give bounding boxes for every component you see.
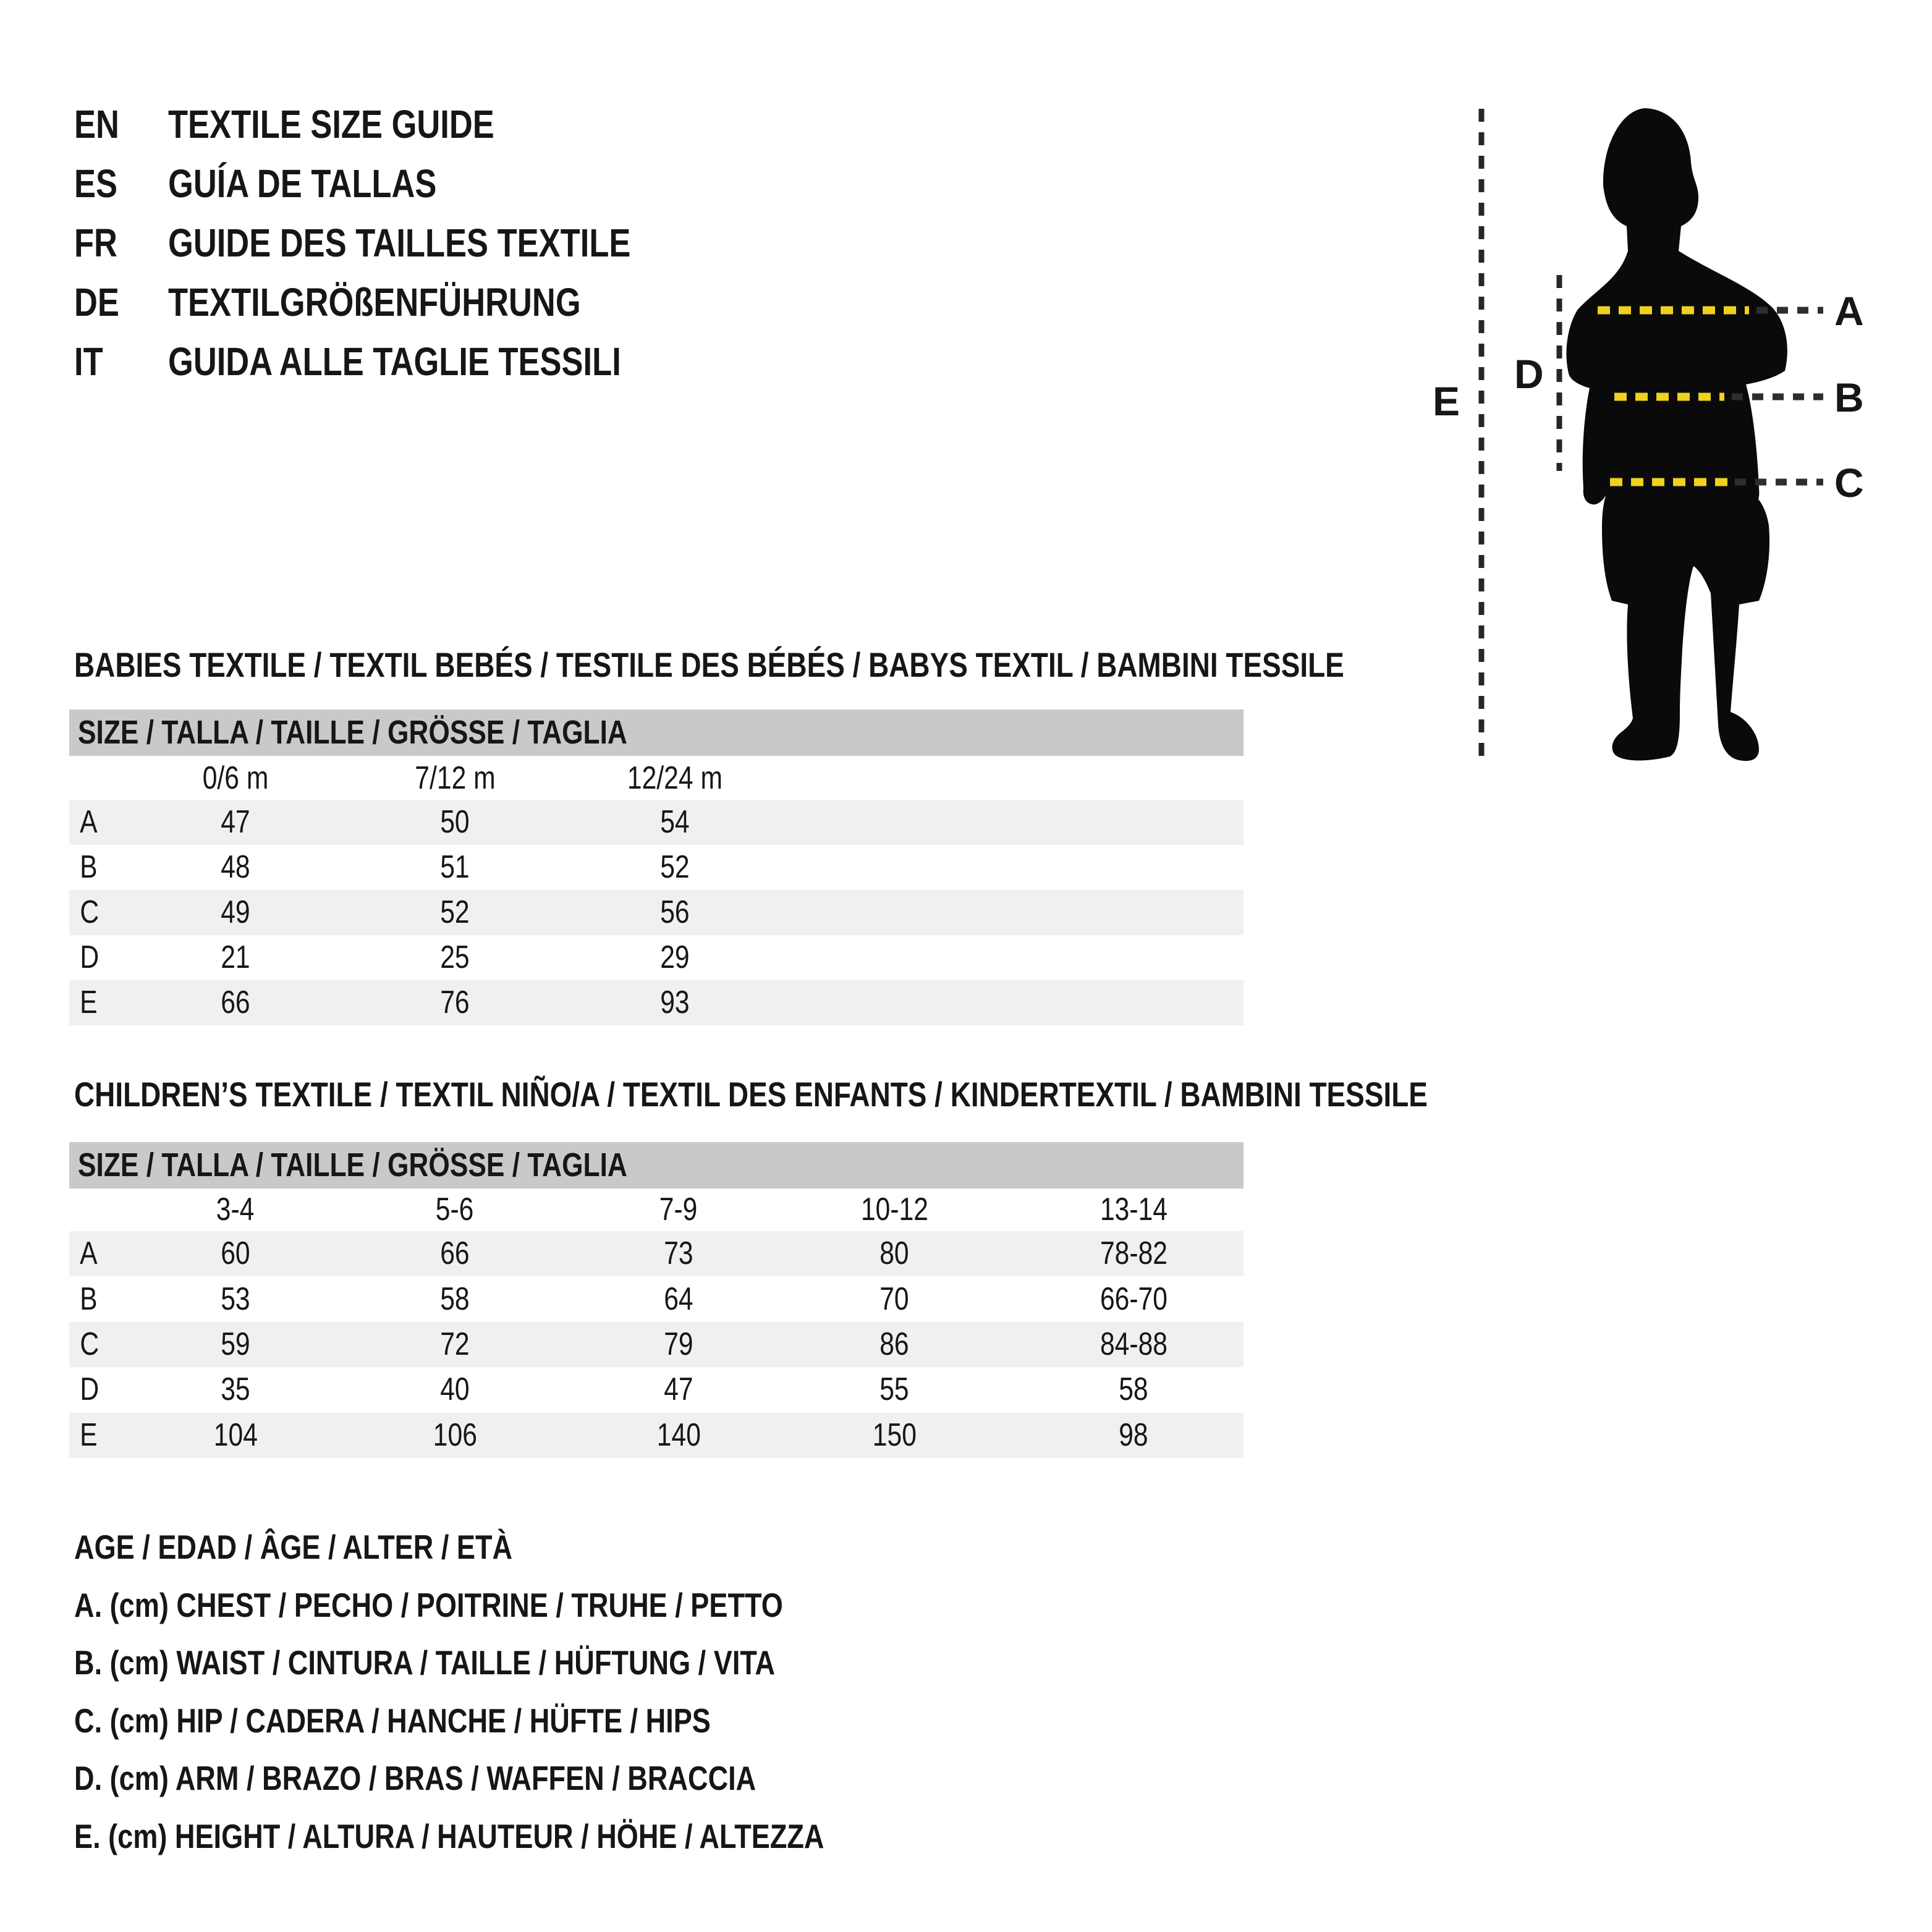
table-cell: 78-82 [1099,1235,1167,1271]
babies-title-text: BABIES TEXTILE / TEXTIL BEBÉS / TESTILE DES BÉBÉS / BABYS TEXTIL / BAMBINI TESSILE [74,645,1344,684]
table-row-c [69,890,1244,935]
language-title: TEXTILGRÖßENFÜHRUNG [168,280,581,324]
table-cell: 53 [221,1281,250,1317]
table-cell: 73 [664,1235,693,1271]
table-cell: 84-88 [1099,1326,1167,1362]
row-label: C [80,894,100,930]
table-cell: 79 [664,1326,693,1362]
legend-line-chest: A. (cm) CHEST / PECHO / POITRINE / TRUHE / PETTO [74,1586,783,1624]
language-code: EN [74,102,119,146]
table-row-c [69,1322,1244,1367]
table-cell: 52 [660,849,690,885]
language-title: GUIDA ALLE TAGLIE TESSILI [168,339,621,384]
table-cell: 47 [664,1371,693,1407]
table-cell: 50 [440,804,470,840]
table-cell: 29 [660,939,690,975]
table-cell: 66 [221,985,250,1020]
table-cell: 25 [440,939,470,975]
babies-col-header: 7/12 m [414,760,496,796]
row-label: E [80,1417,98,1453]
table-cell: 64 [664,1281,693,1317]
row-label: B [80,849,98,885]
table-cell: 49 [221,894,250,930]
babies-section-title [74,645,1623,685]
table-cell: 52 [440,894,470,930]
figure-label-b: B [1834,375,1864,420]
row-label: B [80,1281,98,1317]
row-label: E [80,985,98,1020]
table-cell: 80 [879,1235,909,1271]
table-cell: 93 [660,985,690,1020]
table-cell: 86 [879,1326,909,1362]
table-cell: 47 [221,804,250,840]
table-cell: 21 [221,939,250,975]
table-cell: 35 [221,1371,250,1407]
language-row-en [0,102,1112,146]
children-column-header-row [69,1188,1244,1231]
table-cell: 66-70 [1099,1281,1167,1317]
legend-line-hip: C. (cm) HIP / CADERA / HANCHE / HÜFTE / HIPS [74,1701,711,1740]
language-row-it [0,339,1112,384]
children-title-text: CHILDREN’S TEXTILE / TEXTIL NIÑO/A / TEXTIL DES ENFANTS / KINDERTEXTIL / BAMBINI TESSILE [74,1075,1428,1114]
language-code: FR [74,221,117,265]
table-row-d [69,935,1244,980]
table-cell: 70 [879,1281,909,1317]
row-label: C [80,1326,100,1362]
table-cell: 59 [221,1326,250,1362]
table-row-e [69,1413,1244,1458]
figure-label-c: C [1834,460,1864,506]
table-cell: 56 [660,894,690,930]
table-row-a [69,1231,1244,1276]
table-row-a [69,800,1244,845]
table-cell: 150 [872,1417,917,1453]
table-cell: 60 [221,1235,250,1271]
table-cell: 51 [440,849,470,885]
table-cell: 55 [879,1371,909,1407]
row-label: D [80,1371,100,1407]
table-row-e [69,980,1244,1025]
table-row-d [69,1367,1244,1412]
language-title: GUÍA DE TALLAS [168,161,437,206]
figure-label-d: D [1514,351,1544,397]
children-size-header-text: SIZE / TALLA / TAILLE / GRÖSSE / TAGLIA [78,1146,627,1184]
figure-label-e: E [1433,378,1460,424]
children-col-header: 13-14 [1099,1192,1167,1227]
table-cell: 140 [656,1417,701,1453]
legend-line-age: AGE / EDAD / ÂGE / ALTER / ETÀ [74,1528,513,1566]
language-title: GUIDE DES TAILLES TEXTILE [168,221,631,265]
row-label: A [80,1235,98,1271]
language-title: TEXTILE SIZE GUIDE [168,102,494,146]
table-cell: 106 [433,1417,477,1453]
children-col-header: 10-12 [860,1192,928,1227]
table-cell: 66 [440,1235,470,1271]
table-cell: 98 [1119,1417,1148,1453]
children-col-header: 5-6 [436,1192,474,1227]
row-label: A [80,804,98,840]
language-row-fr [0,221,1112,265]
children-section-title [74,1074,1725,1115]
babies-size-header-bar [69,710,1244,756]
figure-label-a: A [1834,288,1864,334]
legend-line-height: E. (cm) HEIGHT / ALTURA / HAUTEUR / HÖHE / ALTEZZA [74,1817,824,1855]
row-label: D [80,939,100,975]
table-cell: 54 [660,804,690,840]
language-code: DE [74,280,119,324]
babies-column-header-row [69,756,1244,800]
babies-col-header: 0/6 m [202,760,269,796]
table-cell: 58 [1119,1371,1148,1407]
language-row-de [0,280,1112,324]
language-code: ES [74,161,118,206]
table-cell: 40 [440,1371,470,1407]
table-cell: 76 [440,985,470,1020]
table-cell: 58 [440,1281,470,1317]
table-cell: 48 [221,849,250,885]
language-code: IT [74,339,103,384]
table-cell: 72 [440,1326,470,1362]
table-cell: 104 [213,1417,258,1453]
legend-line-waist: B. (cm) WAIST / CINTURA / TAILLE / HÜFTUNG / VITA [74,1643,776,1682]
children-col-header: 7-9 [659,1192,698,1227]
language-row-es [0,161,1112,206]
table-row-b [69,1277,1244,1322]
legend-line-arm: D. (cm) ARM / BRAZO / BRAS / WAFFEN / BRACCIA [74,1759,756,1797]
babies-col-header: 12/24 m [627,760,723,796]
babies-size-header-text: SIZE / TALLA / TAILLE / GRÖSSE / TAGLIA [78,714,627,751]
table-row-b [69,845,1244,890]
children-size-header-bar [69,1142,1244,1188]
children-col-header: 3-4 [216,1192,255,1227]
